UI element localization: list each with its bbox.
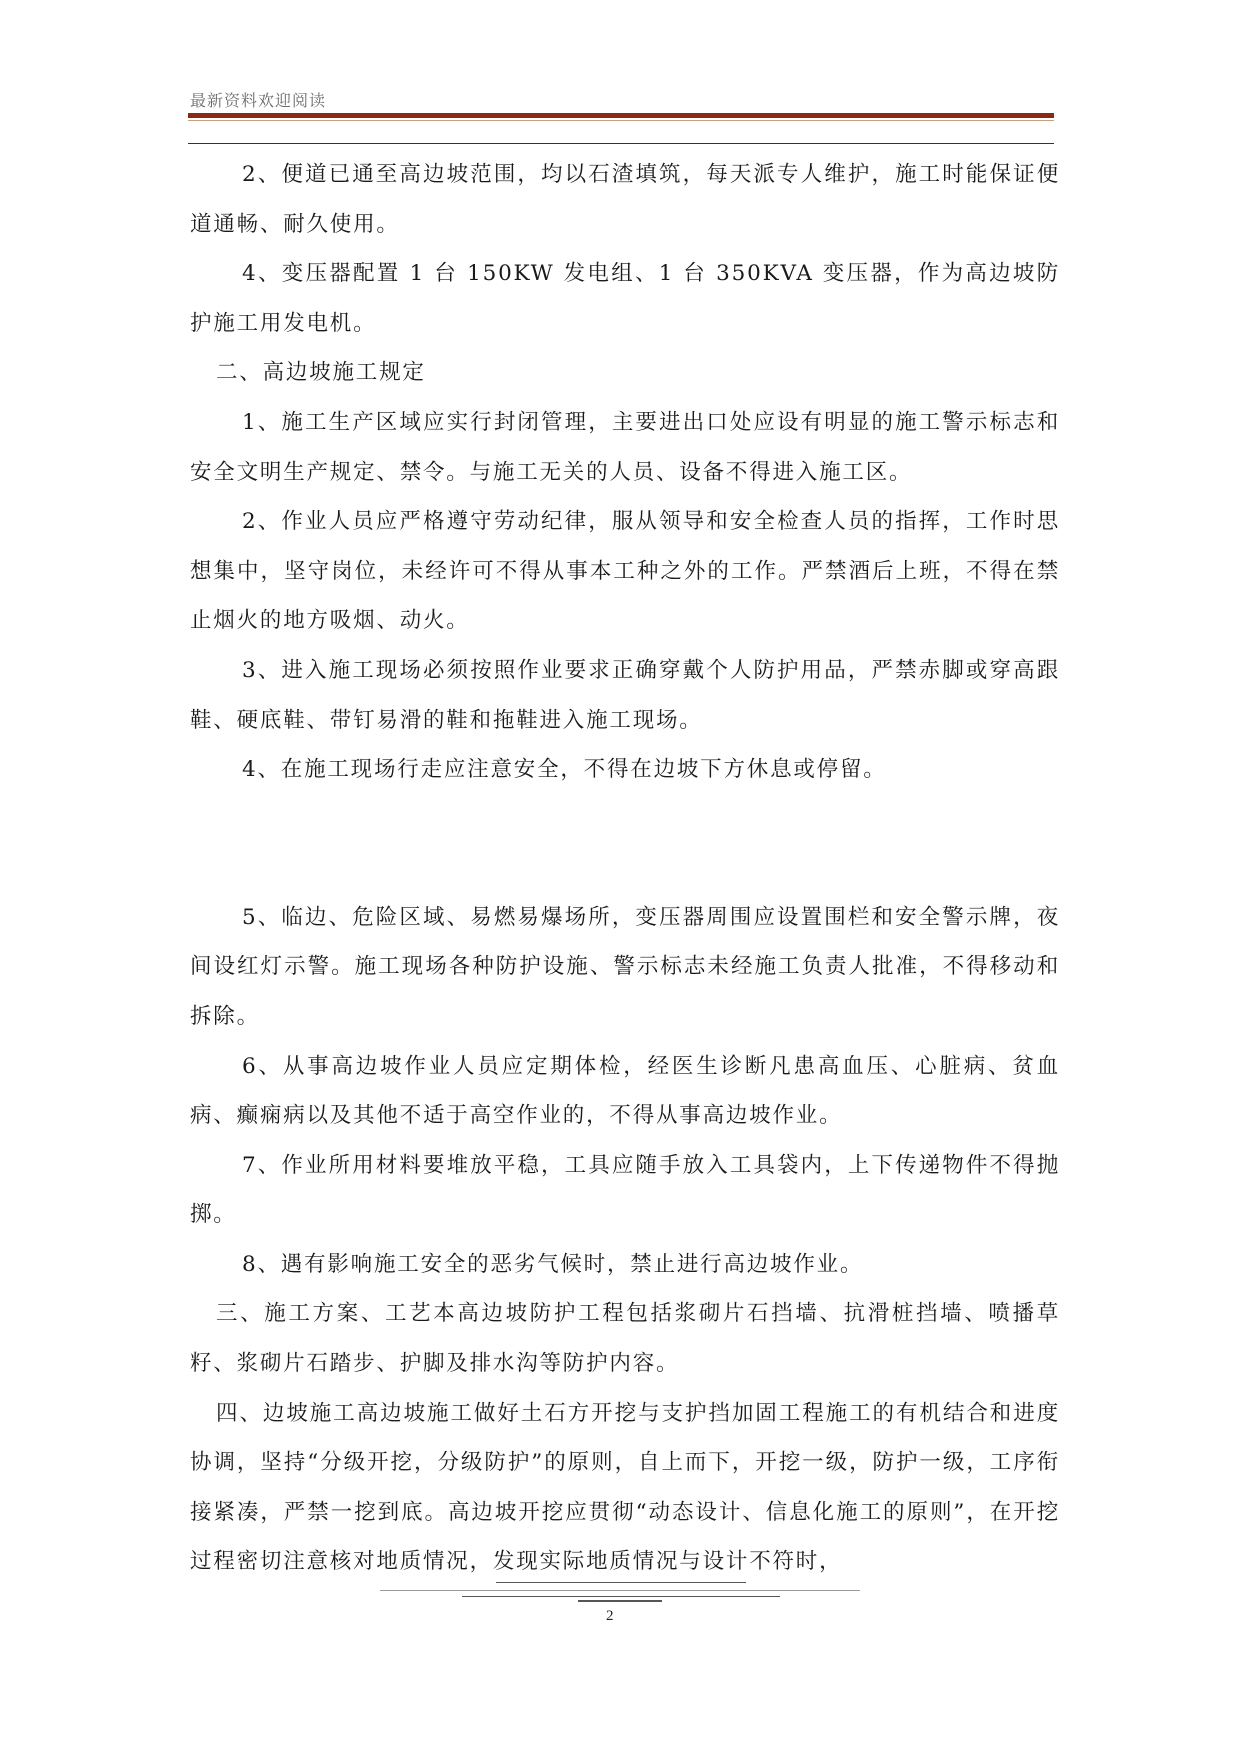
paragraph: 7、作业所用材料要堆放平稳，工具应随手放入工具袋内，上下传递物件不得抛掷。 (190, 1152, 1060, 1228)
paragraph: 6、从事高边坡作业人员应定期体检，经医生诊断凡患高血压、心脏病、贫血病、癫痫病以及其他不适于高空作业的，不得从事高边坡作业。 (190, 1053, 1060, 1129)
page-gap (190, 795, 1060, 893)
header-bar (188, 113, 1054, 118)
header-title: 最新资料欢迎阅读 (190, 91, 327, 110)
paragraph: 2、便道已通至高边坡范围，均以石渣填筑，每天派专人维护，施工时能保证便道通畅、耐久使用。 (190, 162, 1060, 237)
document-body (190, 150, 1060, 1587)
paragraph: 3、进入施工现场必须按照作业要求正确穿戴个人防护用品，严禁赤脚或穿高跟鞋、硬底鞋、带钉易滑的鞋和拖鞋进入施工现场。 (190, 657, 1060, 733)
header-rule (188, 143, 1054, 144)
paragraph: 2、作业人员应严格遵守劳动纪律，服从领导和安全检查人员的指挥，工作时思想集中，坚守岗位，未经许可不得从事本工种之外的工作。严禁酒后上班，不得在禁止烟火的地方吸烟、动火。 (190, 509, 1060, 634)
section-heading: 二、高边坡施工规定 (216, 360, 426, 386)
footer-line (380, 1590, 860, 1591)
header-bar-accent (188, 120, 1054, 121)
paragraph: 4、变压器配置 1 台 150KW 发电组、1 台 350KVA 变压器，作为高边坡防护施工用发电机。 (190, 261, 1060, 336)
section-heading: 三、施工方案、工艺本高边坡防护工程包括浆砌片石挡墙、抗滑桩挡墙、喷播草籽、浆砌片石踏步、护脚及排水沟等防护内容。 (190, 1301, 1060, 1377)
paragraph: 8、遇有影响施工安全的恶劣气候时，禁止进行高边坡作业。 (242, 1251, 864, 1277)
section-heading: 四、边坡施工高边坡施工做好土石方开挖与支护挡加固工程施工的有机结合和进度协调，坚持“分级开挖，分级防护”的原则，自上而下，开挖一级，防护一级，工序衔接紧凑，严禁一挖到底。高边坡开挖应贯彻“动态设计、信息化施工的原则”，在开挖过程密切注意核对地质情况，发现实际地质情况与设计不符时， (190, 1400, 1060, 1575)
paragraph: 1、施工生产区域应实行封闭管理，主要进出口处应设有明显的施工警示标志和安全文明生产规定、禁令。与施工无关的人员、设备不得进入施工区。 (190, 409, 1060, 485)
paragraph: 5、临边、危险区域、易燃易爆场所，变压器周围应设置围栏和安全警示牌，夜间设红灯示警。施工现场各种防护设施、警示标志未经施工负责人批准，不得移动和拆除。 (190, 904, 1060, 1029)
page-number: 2 (606, 1608, 614, 1624)
footer-line (462, 1596, 780, 1597)
footer-line (578, 1600, 662, 1602)
paragraph: 4、在施工现场行走应注意安全，不得在边坡下方休息或停留。 (242, 757, 887, 783)
footer-line (496, 1582, 746, 1583)
